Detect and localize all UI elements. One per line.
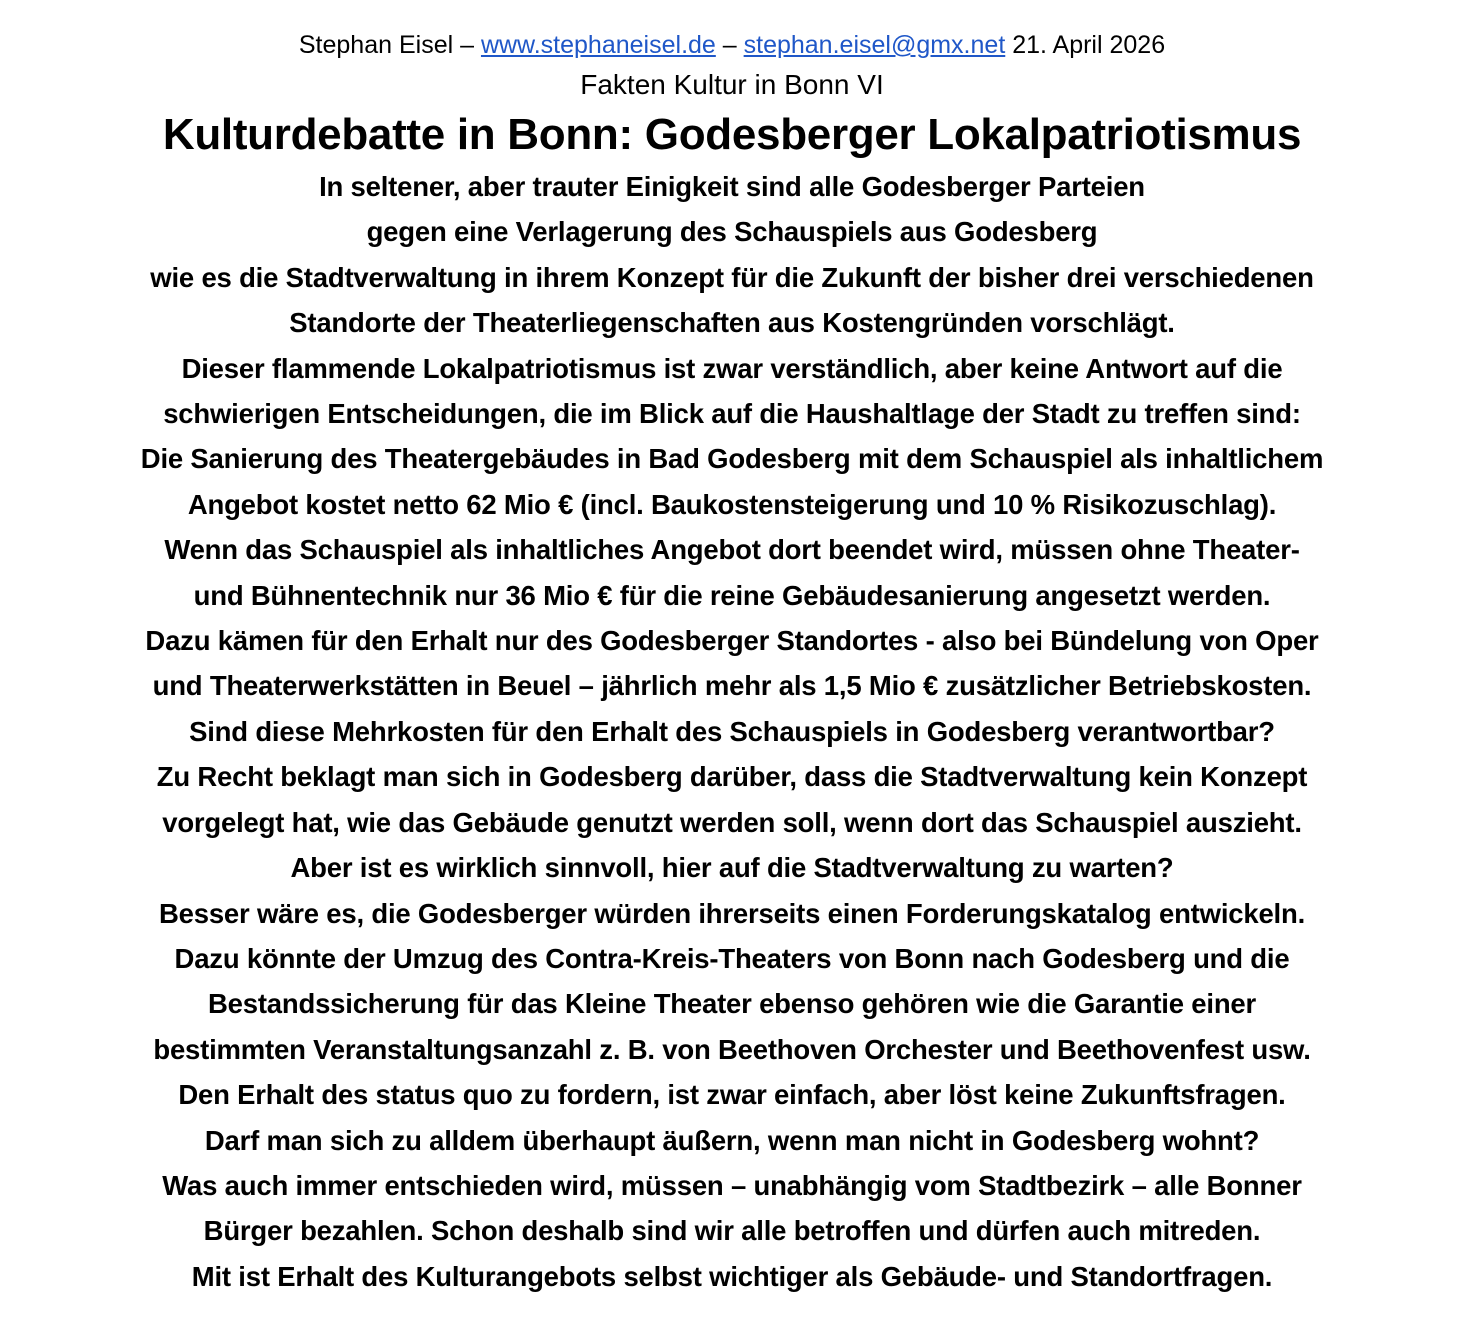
body-line: Angebot kostet netto 62 Mio € (incl. Baukostensteigerung und 10 % Risikozuschlag).: [187, 488, 1277, 520]
body-line: Darf man sich zu alldem überhaupt äußern, wenn man nicht in Godesberg wohnt?: [204, 1124, 1260, 1156]
article-body: [0, 164, 1464, 1299]
body-line: Dieser flammende Lokalpatriotismus ist zwar verständlich, aber keine Antwort auf die: [181, 352, 1283, 384]
body-line: und Theaterwerkstätten in Beuel – jährlich mehr als 1,5 Mio € zusätzlicher Betriebskosten.: [152, 670, 1312, 702]
author-header: [0, 26, 1464, 64]
separator-dash: –: [715, 31, 744, 59]
separator-dash: –: [453, 31, 481, 59]
body-line: schwierigen Entscheidungen, die im Blick auf die Haushaltlage der Stadt zu treffen sind:: [163, 398, 1301, 430]
body-line: Aber ist es wirklich sinnvoll, hier auf die Stadtverwaltung zu warten?: [290, 852, 1174, 884]
body-line: Bürger bezahlen. Schon deshalb sind wir alle betroffen und dürfen auch mitreden.: [203, 1215, 1261, 1247]
body-line: Die Sanierung des Theatergebäudes in Bad Godesberg mit dem Schauspiel als inhaltlichem: [140, 443, 1324, 475]
body-line: Dazu könnte der Umzug des Contra-Kreis-Theaters von Bonn nach Godesberg und die: [174, 942, 1290, 974]
body-line: In seltener, aber trauter Einigkeit sind alle Godesberger Parteien: [319, 171, 1145, 202]
body-line: Besser wäre es, die Godesberger würden ihrerseits einen Forderungskatalog entwickeln.: [158, 897, 1306, 929]
body-line: Standorte der Theaterliegenschaften aus Kostengründen vorschlägt.: [289, 307, 1175, 339]
body-line: Sind diese Mehrkosten für den Erhalt des Schauspiels in Godesberg verantwortbar?: [189, 715, 1275, 747]
series-label: Fakten Kultur in Bonn VI: [580, 69, 884, 100]
body-line: wie es die Stadtverwaltung in ihrem Konzept für die Zukunft der bisher drei verschiedenen: [150, 261, 1314, 293]
page-title: Kulturdebatte in Bonn: Godesberger Lokalpatriotismus: [162, 110, 1302, 159]
body-line: gegen eine Verlagerung des Schauspiels aus Godesberg: [366, 216, 1098, 248]
website-link[interactable]: www.stephaneisel.de: [480, 31, 716, 59]
body-line: Den Erhalt des status quo zu fordern, ist zwar einfach, aber löst keine Zukunftsfragen.: [178, 1079, 1286, 1111]
body-line: Mit ist Erhalt des Kulturangebots selbst wichtiger als Gebäude- und Standortfragen.: [191, 1260, 1273, 1292]
body-line: und Bühnentechnik nur 36 Mio € für die reine Gebäudesanierung angesetzt werden.: [193, 579, 1271, 611]
body-line: vorgelegt hat, wie das Gebäude genutzt werden soll, wenn dort das Schauspiel auszieht.: [162, 806, 1302, 838]
body-line: Wenn das Schauspiel als inhaltliches Angebot dort beendet wird, müssen ohne Theater-: [164, 534, 1300, 566]
body-line: Bestandssicherung für das Kleine Theater ebenso gehören wie die Garantie einer: [207, 988, 1257, 1020]
author-name: Stephan Eisel: [298, 31, 454, 59]
body-line: Was auch immer entschieden wird, müssen – unabhängig vom Stadtbezirk – alle Bonner: [162, 1169, 1302, 1201]
body-line: Dazu kämen für den Erhalt nur des Godesberger Standortes - also bei Bündelung von Oper: [145, 625, 1319, 657]
email-link[interactable]: stephan.eisel@gmx.net: [743, 31, 1006, 59]
body-line: bestimmten Veranstaltungsanzahl z. B. von Beethoven Orchester und Beethovenfest usw.: [153, 1033, 1311, 1065]
document-date: 21. April 2026: [1005, 31, 1166, 59]
body-line: Zu Recht beklagt man sich in Godesberg darüber, dass die Stadtverwaltung kein Konzept: [156, 761, 1308, 793]
